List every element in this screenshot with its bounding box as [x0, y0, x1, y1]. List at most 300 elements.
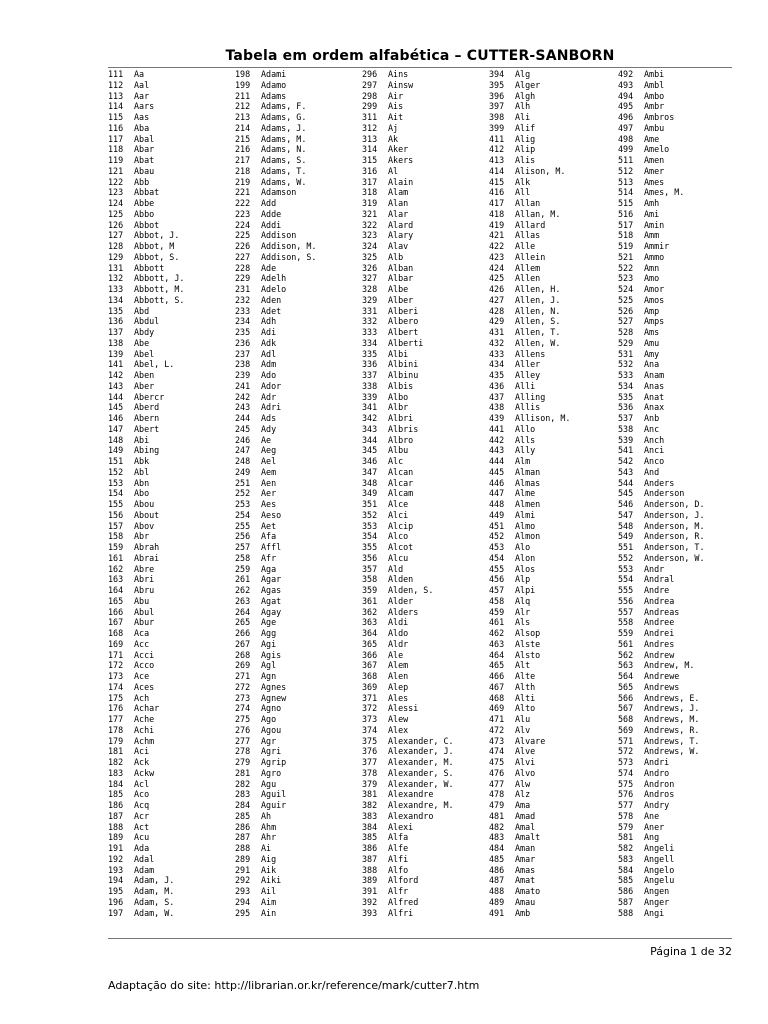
- name-prefix: Alexandro: [388, 810, 434, 821]
- table-row: [362, 220, 486, 231]
- name-prefix: Addi: [261, 219, 282, 230]
- cutter-number: 331: [362, 305, 378, 316]
- table-row: [362, 467, 486, 478]
- table-row: [235, 811, 359, 822]
- name-prefix: Amb: [515, 907, 531, 918]
- table-row: [235, 897, 359, 908]
- cutter-number: 247: [235, 445, 251, 456]
- table-row: [618, 445, 742, 456]
- name-prefix: Alis: [515, 155, 536, 165]
- name-prefix: Addison: [261, 230, 297, 241]
- table-row: [108, 682, 232, 693]
- table-row: [489, 252, 613, 263]
- table-row: [489, 488, 613, 499]
- cutter-number: 194: [108, 875, 124, 886]
- table-row: [362, 789, 486, 800]
- name-prefix: Alce: [388, 499, 409, 509]
- cutter-number: 552: [618, 552, 634, 563]
- name-prefix: Anderson, J.: [644, 509, 705, 520]
- table-row: [489, 69, 613, 80]
- table-row: [618, 617, 742, 628]
- table-row: [618, 284, 742, 295]
- name-prefix: Air: [388, 90, 404, 101]
- name-prefix: Ais: [388, 101, 404, 112]
- name-prefix: Amalt: [515, 832, 541, 843]
- cutter-number: 586: [618, 886, 634, 896]
- table-row: [618, 230, 742, 241]
- name-prefix: Allo: [515, 423, 536, 434]
- table-row: [489, 295, 613, 306]
- cutter-number: 486: [489, 864, 505, 875]
- table-row: [618, 155, 742, 166]
- table-row: [362, 306, 486, 317]
- table-row: [489, 381, 613, 392]
- table-row: [618, 607, 742, 618]
- cutter-number: 477: [489, 778, 505, 789]
- table-row: [235, 273, 359, 284]
- name-prefix: Acl: [134, 778, 150, 789]
- cutter-number: 436: [489, 380, 505, 391]
- table-row: [235, 865, 359, 876]
- name-prefix: Alto: [515, 703, 536, 714]
- table-row: [235, 499, 359, 510]
- cutter-number: 197: [108, 907, 124, 918]
- name-prefix: Andree: [644, 617, 675, 628]
- cutter-number: 256: [235, 531, 251, 542]
- cutter-number: 437: [489, 391, 505, 402]
- name-prefix: Andrei: [644, 628, 675, 638]
- cutter-number: 152: [108, 466, 124, 477]
- table-row: [362, 478, 486, 489]
- table-row: [362, 757, 486, 768]
- cutter-number: 531: [618, 348, 634, 359]
- cutter-number: 537: [618, 413, 634, 423]
- table-row: [108, 693, 232, 704]
- name-prefix: Ami: [644, 208, 660, 219]
- table-row: [618, 865, 742, 876]
- name-prefix: Acc: [134, 638, 150, 649]
- cutter-number: 293: [235, 886, 251, 896]
- name-prefix: Ambr: [644, 101, 665, 112]
- cutter-number: 125: [108, 208, 124, 219]
- table-row: [489, 596, 613, 607]
- table-row: [618, 779, 742, 790]
- cutter-number: 518: [618, 230, 634, 241]
- name-prefix: Abrah: [134, 542, 160, 552]
- table-row: [362, 822, 486, 833]
- cutter-number: 182: [108, 757, 124, 767]
- cutter-number: 388: [362, 864, 378, 875]
- cutter-number: 588: [618, 907, 634, 918]
- name-prefix: Ada: [134, 843, 150, 853]
- cutter-number: 433: [489, 348, 505, 359]
- cutter-number: 385: [362, 832, 378, 843]
- table-row: [362, 123, 486, 134]
- table-row: [618, 908, 742, 919]
- table-row: [489, 134, 613, 145]
- name-prefix: Abb: [134, 176, 150, 187]
- name-prefix: Alve: [515, 746, 536, 757]
- table-row: [618, 252, 742, 263]
- table-row: [489, 908, 613, 919]
- name-prefix: Ama: [515, 800, 531, 810]
- name-prefix: Abbott, S.: [134, 294, 185, 305]
- table-row: [235, 295, 359, 306]
- cutter-number: 358: [362, 574, 378, 585]
- name-prefix: Agl: [261, 660, 277, 671]
- table-row: [235, 306, 359, 317]
- name-prefix: Alexandre: [388, 789, 434, 800]
- cutter-number: 228: [235, 262, 251, 273]
- table-row: [618, 897, 742, 908]
- cutter-number: 523: [618, 273, 634, 284]
- name-prefix: Anci: [644, 445, 665, 456]
- cutter-number: 242: [235, 391, 251, 402]
- cutter-number: 451: [489, 520, 505, 531]
- name-prefix: Allen, J.: [515, 294, 561, 305]
- cutter-number: 512: [618, 165, 634, 176]
- cutter-number: 483: [489, 832, 505, 843]
- name-prefix: Alep: [388, 681, 409, 692]
- cutter-number: 274: [235, 703, 251, 714]
- cutter-number: 525: [618, 294, 634, 305]
- table-row: [618, 714, 742, 725]
- table-row: [362, 843, 486, 854]
- name-prefix: Ack: [134, 757, 150, 767]
- name-prefix: Allan: [515, 198, 541, 208]
- cutter-number: 282: [235, 778, 251, 789]
- name-prefix: Amp: [644, 305, 660, 316]
- name-prefix: Amar: [515, 853, 536, 864]
- cutter-number: 237: [235, 348, 251, 359]
- name-prefix: Aen: [261, 477, 277, 488]
- cutter-number: 463: [489, 638, 505, 649]
- cutter-number: 161: [108, 552, 124, 563]
- table-row: [108, 617, 232, 628]
- cutter-number: 333: [362, 327, 378, 337]
- name-prefix: Aars: [134, 101, 155, 112]
- name-prefix: Ald: [388, 563, 404, 574]
- table-row: [235, 832, 359, 843]
- name-prefix: Ally: [515, 445, 536, 456]
- cutter-number: 131: [108, 262, 124, 273]
- table-row: [618, 273, 742, 284]
- table-row: [362, 897, 486, 908]
- name-prefix: Abri: [134, 574, 155, 585]
- cutter-number: 324: [362, 241, 378, 251]
- name-prefix: Aguir: [261, 800, 287, 810]
- table-row: [235, 607, 359, 618]
- name-prefix: Ahr: [261, 832, 277, 843]
- table-row: [489, 478, 613, 489]
- name-prefix: Alste: [515, 638, 541, 649]
- table-row: [618, 327, 742, 338]
- name-prefix: Ael: [261, 456, 277, 466]
- name-prefix: Anco: [644, 456, 665, 466]
- table-row: [618, 488, 742, 499]
- cutter-number: 574: [618, 767, 634, 778]
- table-row: [362, 703, 486, 714]
- name-prefix: Allison, M.: [515, 413, 571, 423]
- table-row: [235, 746, 359, 757]
- cutter-number: 479: [489, 800, 505, 810]
- cutter-number: 183: [108, 767, 124, 778]
- table-row: [235, 478, 359, 489]
- cutter-number: 425: [489, 273, 505, 284]
- name-prefix: Almo: [515, 520, 536, 531]
- table-row: [618, 80, 742, 91]
- cutter-number: 519: [618, 241, 634, 251]
- cutter-number: 164: [108, 585, 124, 595]
- name-prefix: Abbott, J.: [134, 273, 185, 284]
- cutter-number: 435: [489, 370, 505, 380]
- name-prefix: Ah: [261, 810, 272, 821]
- table-row: [108, 381, 232, 392]
- table-row: [108, 123, 232, 134]
- table-row: [489, 531, 613, 542]
- table-row: [362, 316, 486, 327]
- table-row: [235, 69, 359, 80]
- name-prefix: Adam, W.: [134, 907, 175, 918]
- name-prefix: Agri: [261, 746, 282, 757]
- table-row: [489, 650, 613, 661]
- cutter-number: 215: [235, 133, 251, 144]
- table-row: [489, 746, 613, 757]
- cutter-number: 548: [618, 520, 634, 531]
- cutter-number: 279: [235, 757, 251, 767]
- cutter-number: 334: [362, 337, 378, 348]
- name-prefix: Aba: [134, 122, 150, 133]
- cutter-number: 276: [235, 724, 251, 735]
- cutter-number: 422: [489, 241, 505, 251]
- table-row: [235, 370, 359, 381]
- table-row: [108, 101, 232, 112]
- cutter-number: 363: [362, 617, 378, 628]
- name-prefix: Ammo: [644, 251, 665, 262]
- name-prefix: And: [644, 466, 660, 477]
- name-prefix: Andre: [644, 585, 670, 595]
- cutter-number: 199: [235, 79, 251, 90]
- name-prefix: Alw: [515, 778, 531, 789]
- cutter-number: 176: [108, 703, 124, 714]
- table-row: [618, 800, 742, 811]
- name-prefix: Alam: [388, 187, 409, 198]
- table-row: [489, 370, 613, 381]
- table-row: [362, 660, 486, 671]
- table-row: [489, 263, 613, 274]
- name-prefix: Alle: [515, 241, 536, 251]
- name-prefix: Abul: [134, 606, 155, 617]
- cutter-number: 162: [108, 563, 124, 574]
- cutter-number: 287: [235, 832, 251, 843]
- cutter-number: 251: [235, 477, 251, 488]
- cutter-number: 439: [489, 413, 505, 423]
- cutter-number: 113: [108, 90, 124, 101]
- cutter-number: 244: [235, 413, 251, 423]
- table-row: [618, 886, 742, 897]
- table-row: [489, 854, 613, 865]
- cutter-number: 369: [362, 681, 378, 692]
- name-prefix: Alif: [515, 122, 536, 133]
- name-prefix: Aal: [134, 79, 150, 90]
- name-prefix: Ado: [261, 370, 277, 380]
- name-prefix: Adams, J.: [261, 122, 307, 133]
- table-row: [235, 166, 359, 177]
- cutter-number: 372: [362, 703, 378, 714]
- name-prefix: Aldo: [388, 628, 409, 638]
- name-prefix: Ackw: [134, 767, 155, 778]
- table-row: [362, 832, 486, 843]
- cutter-number: 241: [235, 380, 251, 391]
- table-row: [618, 220, 742, 231]
- cutter-number: 191: [108, 843, 124, 853]
- cutter-number: 557: [618, 606, 634, 617]
- cutter-number: 418: [489, 208, 505, 219]
- table-row: [362, 746, 486, 757]
- cutter-number: 469: [489, 703, 505, 714]
- name-prefix: Angeli: [644, 843, 675, 853]
- name-prefix: Alq: [515, 595, 531, 606]
- name-prefix: Aber: [134, 380, 155, 391]
- table-row: [362, 435, 486, 446]
- name-prefix: Abu: [134, 595, 150, 606]
- table-row: [362, 650, 486, 661]
- table-row: [108, 456, 232, 467]
- table-row: [235, 263, 359, 274]
- cutter-number: 563: [618, 660, 634, 671]
- cutter-number: 325: [362, 251, 378, 262]
- cutter-number: 457: [489, 585, 505, 595]
- name-prefix: Aberd: [134, 402, 160, 413]
- table-row: [618, 413, 742, 424]
- cutter-number: 233: [235, 305, 251, 316]
- table-row: [618, 521, 742, 532]
- name-prefix: Amato: [515, 886, 541, 896]
- name-prefix: Aga: [261, 563, 277, 574]
- table-row: [362, 327, 486, 338]
- cutter-number: 354: [362, 531, 378, 542]
- table-row: [235, 779, 359, 790]
- table-row: [235, 327, 359, 338]
- table-row: [108, 822, 232, 833]
- name-prefix: Aj: [388, 122, 399, 133]
- cutter-number: 431: [489, 327, 505, 337]
- table-row: [489, 402, 613, 413]
- name-prefix: Abur: [134, 617, 155, 628]
- table-row: [489, 241, 613, 252]
- table-row: [618, 198, 742, 209]
- name-prefix: Aco: [134, 789, 150, 800]
- name-prefix: Ain: [261, 907, 277, 918]
- table-row: [108, 198, 232, 209]
- name-prefix: Alder: [388, 595, 414, 606]
- name-prefix: About: [134, 509, 160, 520]
- name-prefix: Albr: [388, 402, 409, 413]
- name-prefix: Aer: [261, 488, 277, 499]
- name-prefix: Abbot, M: [134, 241, 175, 251]
- name-prefix: Anderson, R.: [644, 531, 705, 542]
- cutter-number: 195: [108, 886, 124, 896]
- name-prefix: Agou: [261, 724, 282, 735]
- name-prefix: Amy: [644, 348, 660, 359]
- name-prefix: Agrip: [261, 757, 287, 767]
- table-row: [618, 703, 742, 714]
- table-row: [108, 338, 232, 349]
- table-row: [362, 445, 486, 456]
- table-row: [108, 875, 232, 886]
- cutter-number: 514: [618, 187, 634, 198]
- name-prefix: Abbat: [134, 187, 160, 198]
- name-prefix: Alo: [515, 542, 531, 552]
- name-prefix: Adams, W.: [261, 176, 307, 187]
- cutter-number: 185: [108, 789, 124, 800]
- table-row: [108, 553, 232, 564]
- table-row: [108, 671, 232, 682]
- table-row: [235, 349, 359, 360]
- table-row: [235, 402, 359, 413]
- cutter-number: 295: [235, 907, 251, 918]
- cutter-number: 225: [235, 230, 251, 241]
- cutter-number: 196: [108, 896, 124, 907]
- cutter-number: 135: [108, 305, 124, 316]
- table-row: [108, 177, 232, 188]
- table-row: [235, 800, 359, 811]
- cutter-number: 336: [362, 359, 378, 370]
- name-prefix: Alk: [515, 176, 531, 187]
- name-prefix: Adams: [261, 90, 287, 101]
- cutter-number: 559: [618, 628, 634, 638]
- name-prefix: Abau: [134, 165, 155, 176]
- name-prefix: Angelu: [644, 875, 675, 886]
- name-prefix: Alfri: [388, 907, 414, 918]
- cutter-number: 178: [108, 724, 124, 735]
- name-prefix: Allen: [515, 273, 541, 284]
- table-row: [489, 316, 613, 327]
- name-prefix: Alew: [388, 714, 409, 724]
- name-prefix: Ail: [261, 886, 277, 896]
- cutter-number: 296: [362, 69, 378, 79]
- name-prefix: Ane: [644, 810, 660, 821]
- table-row: [489, 166, 613, 177]
- table-row: [362, 714, 486, 725]
- name-prefix: Alip: [515, 144, 536, 155]
- table-row: [489, 736, 613, 747]
- name-prefix: Andrew: [644, 649, 675, 660]
- name-prefix: Agis: [261, 649, 282, 660]
- table-row: [108, 650, 232, 661]
- name-prefix: Andros: [644, 789, 675, 800]
- cutter-number: 283: [235, 789, 251, 800]
- table-row: [108, 413, 232, 424]
- table-row: [362, 510, 486, 521]
- table-row: [362, 359, 486, 370]
- name-prefix: Ammir: [644, 241, 670, 251]
- table-row: [618, 123, 742, 134]
- cutter-number: 123: [108, 187, 124, 198]
- table-row: [108, 295, 232, 306]
- cutter-number: 218: [235, 165, 251, 176]
- table-row: [618, 553, 742, 564]
- table-row: [362, 779, 486, 790]
- name-prefix: Amn: [644, 262, 660, 273]
- cutter-number: 371: [362, 692, 378, 703]
- cutter-number: 258: [235, 552, 251, 563]
- table-row: [235, 596, 359, 607]
- table-row: [489, 123, 613, 134]
- name-prefix: Allein: [515, 251, 546, 262]
- cutter-number: 379: [362, 778, 378, 789]
- table-row: [108, 316, 232, 327]
